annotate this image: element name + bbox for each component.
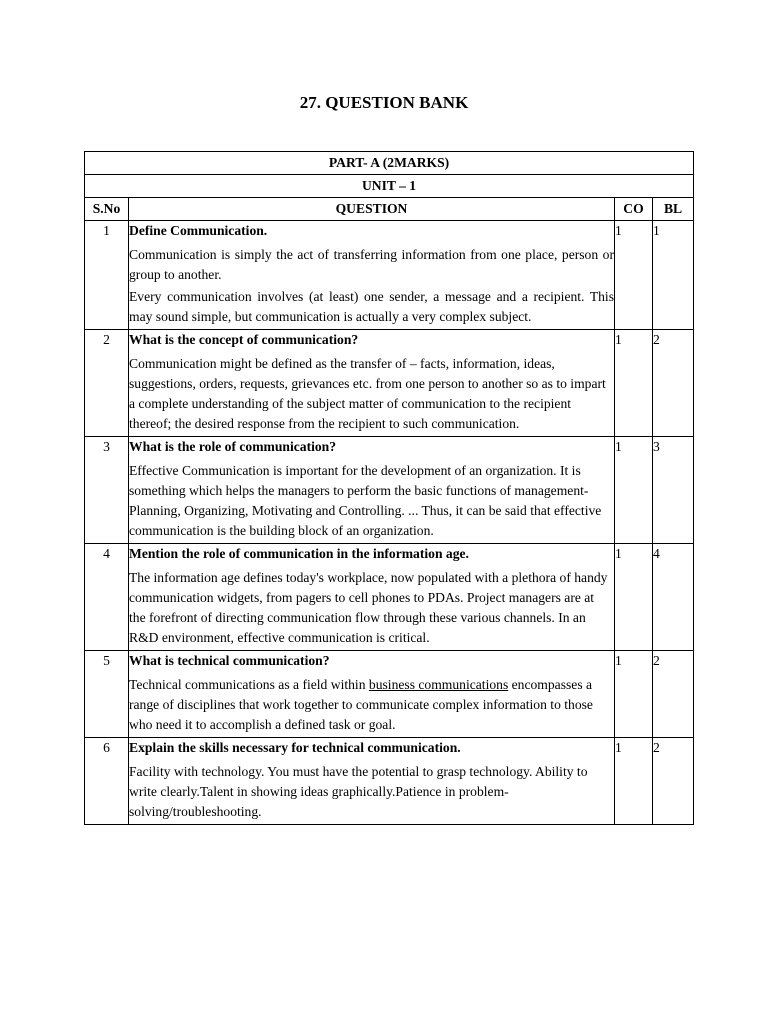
part-label: PART- A (2MARKS) [85, 152, 694, 175]
document-title: 27. QUESTION BANK [299, 93, 469, 112]
answer-paragraph: Every communication involves (at least) one sender, a message and a recipient. This may sound simple, but communication is actually a very complex subject. [129, 289, 614, 324]
question-cell [129, 544, 615, 651]
table-row [85, 330, 694, 437]
question-title: Mention the role of communication in the information age. [129, 546, 469, 561]
table-row [85, 544, 694, 651]
row-sno: 1 [85, 221, 129, 330]
answer-paragraph: Effective Communication is important for the development of an organization. It is something which helps the managers to perform the basic functions of management- Planning, Organizing, Motivating and Controlling. ... Thus, it can be said that effective communication is the building block of an organization. [129, 463, 602, 538]
table-row [85, 651, 694, 738]
question-title: Define Communication. [129, 223, 268, 238]
row-sno: 3 [85, 437, 129, 544]
row-sno: 6 [85, 738, 129, 825]
question-cell [129, 651, 615, 738]
question-title: What is the concept of communication? [129, 332, 359, 347]
question-title: What is technical communication? [129, 653, 330, 668]
row-co: 1 [615, 221, 653, 330]
answer-text-post: encompasses a range of disciplines that work together to communicate complex information to those who need it to accomplish a defined task or goal. [129, 677, 593, 732]
column-header-bl: BL [653, 198, 694, 221]
row-bl: 4 [653, 544, 694, 651]
row-co: 1 [615, 544, 653, 651]
question-cell [129, 738, 615, 825]
part-header-row [85, 152, 694, 175]
question-title: What is the role of communication? [129, 439, 337, 454]
row-sno: 5 [85, 651, 129, 738]
unit-label: UNIT – 1 [85, 175, 694, 198]
column-header-row [85, 198, 694, 221]
question-cell [129, 221, 615, 330]
row-bl: 1 [653, 221, 694, 330]
question-title: Explain the skills necessary for technical communication. [129, 740, 461, 755]
answer-paragraph: The information age defines today's workplace, now populated with a plethora of handy communication widgets, from pagers to cell phones to PDAs. Project managers are at the forefront of directing communication flow through these various channels. In an R&D environment, effective communication is critical. [129, 570, 608, 645]
row-bl: 2 [653, 330, 694, 437]
question-cell [129, 437, 615, 544]
answer-paragraph: Facility with technology. You must have the potential to grasp technology. Ability to write clearly.Talent in showing ideas graphically.Patience in problem-solving/troubleshooting. [129, 764, 588, 819]
answer-paragraph: Communication is simply the act of transferring information from one place, person or group to another. [129, 247, 614, 282]
answer-paragraph: Communication might be defined as the transfer of – facts, information, ideas, suggestions, orders, requests, grievances etc. from one person to another so as to impart a complete understanding of the subject matter of communication to the recipient thereof; the desired response from the recipient to such communication. [129, 356, 606, 431]
answer-paragraph [129, 675, 614, 735]
question-bank-table [84, 151, 694, 825]
row-co: 1 [615, 738, 653, 825]
table-row [85, 738, 694, 825]
business-communications-link[interactable]: business communications [368, 677, 509, 692]
row-bl: 2 [653, 651, 694, 738]
table-row [85, 437, 694, 544]
row-co: 1 [615, 651, 653, 738]
row-bl: 2 [653, 738, 694, 825]
row-sno: 4 [85, 544, 129, 651]
column-header-question: QUESTION [129, 198, 615, 221]
row-bl: 3 [653, 437, 694, 544]
row-co: 1 [615, 330, 653, 437]
column-header-sno: S.No [85, 198, 129, 221]
row-co: 1 [615, 437, 653, 544]
question-cell [129, 330, 615, 437]
unit-header-row [85, 175, 694, 198]
column-header-co: CO [615, 198, 653, 221]
row-sno: 2 [85, 330, 129, 437]
table-row [85, 221, 694, 330]
answer-text-pre: Technical communications as a field within [129, 677, 366, 692]
